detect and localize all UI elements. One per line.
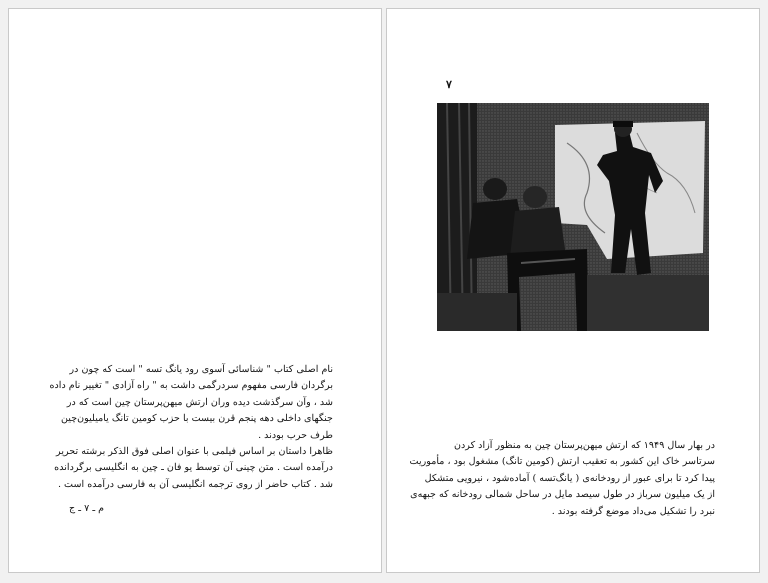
text-line: طرف حرب بودند . [258, 429, 333, 441]
text-line: از یک میلیون سرباز در طول سیصد مایل در ساحل شمالی رودخانه که جبهه‌ی [410, 489, 715, 501]
illustration [437, 103, 709, 331]
page-number: ۷ [446, 78, 452, 91]
text-line: در بهار سال ۱۹۴۹ که ارتش میهن‌پرستان چین به منظور آزاد کردن [453, 440, 715, 451]
left-page [8, 8, 382, 573]
text-line: نام اصلی کتاب " شناسائی آسوی رود یانگ تسه " است که چون در [69, 364, 333, 375]
text-line: ظاهرا داستان بر اساس فیلمی با عنوان اصلی فوق الذکر برشته تحریر [56, 446, 333, 458]
text-line: پیدا کرد تا برای عبور از رودخانه‌ی ( یانگ‌تسه ) آماده‌شود ، نیرویی متشکل [424, 472, 715, 484]
text-line: برگردان فارسی مفهوم سردرگمی داشت به " راه آزادی " تغییر نام داده [49, 380, 333, 392]
text-line: نبرد را تشکیل می‌داد موضع گرفته بودند . [551, 505, 715, 517]
right-page [386, 8, 760, 573]
text-line: شد . کتاب حاضر از روی ترجمه انگلیسی آن به فارسی درآمده است . [57, 478, 333, 490]
text-line: سرتاسر خاک این کشور به تعقیب ارتش (کومین تانگ) مشغول بود ، مأموریت [409, 456, 715, 468]
text-line: شد ، وآن سرگذشت دیده وران ارتش میهن‌پرستان چین است که در [66, 396, 333, 408]
war-room-illustration [437, 103, 709, 331]
translator-signature: م ـ ۷ ـ ج [69, 503, 105, 514]
preface-text [49, 362, 333, 493]
text-line: درآمده است . متن چینی آن توسط یو فان ـ چین به انگلیسی برگردانده [54, 462, 333, 474]
text-line: جنگهای داخلی دهه پنجم قرن بیست با حزب کومین تانگ یامیلیون‌چین [61, 413, 333, 425]
chapter-text [409, 438, 715, 520]
